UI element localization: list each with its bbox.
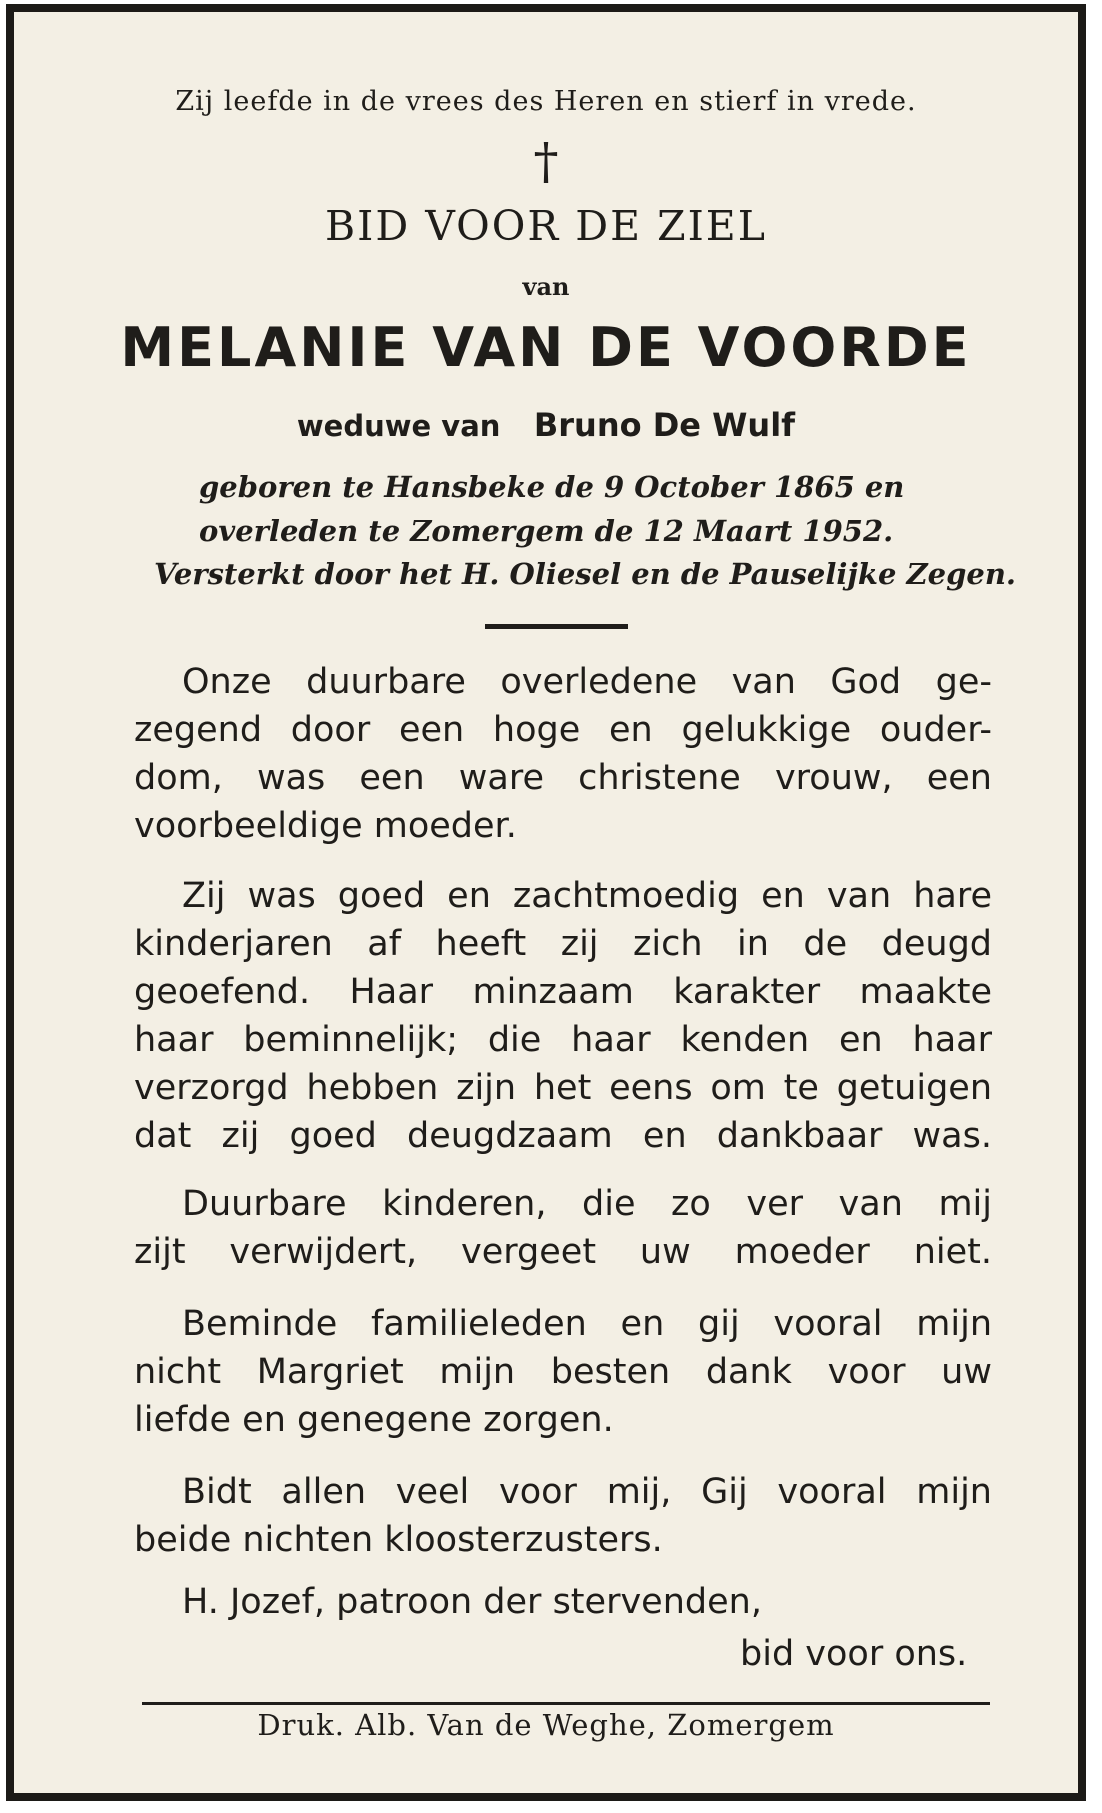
death-line: overleden te Zomergem de 12 Maart 1952. <box>199 514 894 548</box>
paragraph-3 <box>134 1180 992 1276</box>
text-line: nicht Margriet mijn besten dank voor uw <box>134 1352 992 1392</box>
text-line: zijt verwijdert, vergeet uw moeder niet. <box>134 1232 992 1272</box>
sacrament-line: Versterkt door het H. Oliesel en de Pauselijke Zegen. <box>154 557 1017 591</box>
printer-credit: Druk. Alb. Van de Weghe, Zomergem <box>257 1708 835 1742</box>
text-line: dat zij goed deugdzaam en dankbaar was. <box>134 1116 992 1156</box>
text-line: geoefend. Haar minzaam karakter maakte <box>134 972 992 1012</box>
text-line: Onze duurbare overledene van God ge- <box>182 662 992 702</box>
text-line: voorbeeldige moeder. <box>134 806 517 846</box>
text-line: verzorgd hebben zijn het eens om te getuigen <box>134 1068 992 1108</box>
paragraph-5 <box>134 1468 992 1564</box>
divider-rule <box>485 624 628 629</box>
text-line: liefde en genegene zorgen. <box>134 1400 614 1440</box>
text-line: beide nichten kloosterzusters. <box>134 1520 663 1560</box>
prayer-line-2: bid voor ons. <box>740 1634 968 1674</box>
spouse-name: Bruno De Wulf <box>533 406 796 444</box>
deceased-name: MELANIE VAN DE VOORDE <box>120 316 972 379</box>
birth-line: geboren te Hansbeke de 9 October 1865 en <box>199 470 905 504</box>
memorial-card <box>6 4 1086 1801</box>
footer-rule <box>142 1702 990 1705</box>
paragraph-2 <box>134 872 992 1160</box>
text-line: dom, was een ware christene vrouw, een <box>134 758 992 798</box>
text-line: zegend door een hoge en gelukkige ouder- <box>134 710 992 750</box>
text-line: Bidt allen veel voor mij, Gij vooral mijn <box>182 1472 992 1512</box>
paragraph-1 <box>134 658 992 850</box>
text-line: kinderjaren af heeft zij zich in de deugd <box>134 924 992 964</box>
prayer-line-1: H. Jozef, patroon der stervenden, <box>182 1582 762 1622</box>
motto-line: Zij leefde in de vrees des Heren en stierf in vrede. <box>175 86 917 117</box>
van-line: van <box>522 272 570 301</box>
widow-prefix: weduwe van <box>296 409 501 443</box>
card-paper <box>14 12 1078 1793</box>
text-line: haar beminnelijk; die haar kenden en haar <box>134 1020 992 1060</box>
paragraph-4 <box>134 1300 992 1444</box>
cross-icon: † <box>533 132 559 190</box>
text-line: Zij was goed en zachtmoedig en van hare <box>182 876 992 916</box>
card-title: BID VOOR DE ZIEL <box>325 202 767 250</box>
widow-line <box>14 406 1078 444</box>
text-line: Beminde familieleden en gij vooral mijn <box>182 1304 992 1344</box>
text-line: Duurbare kinderen, die zo ver van mij <box>182 1184 992 1224</box>
